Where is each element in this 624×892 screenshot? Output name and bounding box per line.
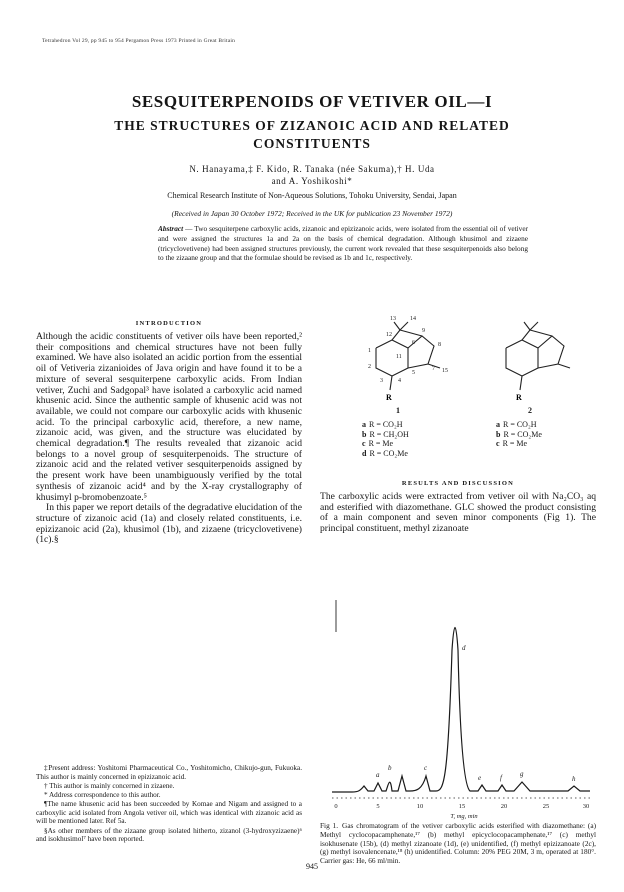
compound-variant (362, 420, 409, 430)
structure-2-skeleton (506, 322, 570, 390)
peak-label: g (520, 770, 524, 778)
compound-variant (496, 430, 542, 440)
atom-number: 1 (368, 348, 371, 354)
compound-2-variants (496, 420, 542, 449)
variant-key: a (362, 420, 366, 429)
atom-number: 9 (422, 328, 425, 334)
page-number: 945 (306, 862, 318, 871)
peak-labels (376, 644, 576, 783)
peak-label: c (424, 764, 428, 772)
peak-label: f (500, 774, 502, 782)
compound-1-variants (362, 420, 409, 458)
author-list-line-1: N. Hanayama,‡ F. Kido, R. Tanaka (née Sakuma),† H. Uda (189, 164, 435, 174)
atom-number: 5 (412, 370, 415, 376)
footnote: ¶The name khusenic acid has been succeeded by Komae and Nigam and assigned to a carboxylic acid isolated from Angola vetiver oil, which was identical with zizanoic acid as will be mentioned later. Ref 5a. (36, 800, 302, 826)
paper-title: SESQUITERPENOIDS OF VETIVER OIL—I (131, 92, 493, 111)
peak-label: a (376, 771, 380, 779)
variant-formula: R = CO₂Me (503, 429, 542, 439)
introduction-body (36, 332, 302, 546)
footnote: * Address correspondence to this author. (44, 790, 161, 799)
journal-citation-line: Tetrahedron Vol 29, pp 945 to 954 Pergamon Press 1973 Printed in Great Britain (42, 38, 236, 44)
variant-formula: R = CH₂OH (369, 429, 409, 439)
received-dates: (Received in Japan 30 October 1972; Received in the UK for publication 23 November 1972) (171, 209, 453, 218)
structure-diagrams (316, 312, 596, 470)
peak-label: e (478, 774, 482, 782)
compound-variant (362, 439, 409, 449)
footnote: † This author is mainly concerned in zizaene. (44, 781, 175, 790)
atom-number: 7 (432, 366, 435, 372)
atom-number: 8 (438, 342, 441, 348)
variant-key: b (362, 429, 367, 439)
variant-formula: R = CO₂Me (369, 448, 408, 458)
author-list-line-2: and A. Yoshikoshi* (271, 176, 353, 186)
paper-subtitle-line-1: THE STRUCTURES OF ZIZANOIC ACID AND RELATED (114, 118, 510, 133)
paper-subtitle-line-2: CONSTITUENTS (253, 136, 371, 151)
tick-label: 0 (334, 803, 338, 810)
gas-chromatogram-figure (318, 580, 602, 820)
structure-drawings (316, 312, 596, 412)
author-affiliation: Chemical Research Institute of Non-Aqueous Solutions, Tohoku University, Sendai, Japan (167, 191, 457, 200)
footnote: §As other members of the zizaane group isolated hitherto, zizanol (3-hydroxyzizaene)⁶ and isokhusimol⁷ have been reported. (36, 826, 302, 844)
variant-formula: R = Me (502, 439, 528, 449)
tick-label: 10 (416, 803, 424, 810)
abstract (158, 224, 528, 263)
tick-label: 25 (542, 803, 550, 810)
footnotes (36, 764, 302, 844)
compound-2-number: 2 (528, 406, 532, 415)
atom-number: 4 (398, 378, 401, 384)
abstract-label: Abstract (158, 224, 184, 233)
figure-caption-text: Gas chromatogram of the vetiver carboxylic acids esterified with diazomethane: (a) Methyl cyclocopacamphenate,¹⁷ (b) methyl epicyclocopacamphenate,¹⁷ (c) methyl isokhusenate (15b), (d) methyl zizanoate (1d), (e) unidentified, (f) methyl epizizanoate (2c), (g) methyl isovalencenate,¹⁸ (h) unidentified. Column: 20% PEG 20M, 3 m, operated at 180°. Carrier gas: He, 66 ml/min. (320, 821, 597, 866)
atom-number: 6 (412, 340, 415, 346)
introduction-paragraph: Although the acidic constituents of vetiver oils have been reported,² their compositions and chemical structures have not been fully examined. We have also isolated an acidic portion from the essential oil of Vetiveria zizanioides of Java origin and have found it to be a mixture of several sesquiterpene carboxylic acids. From Indian vetiver, Zuchi and Sadgopal³ have isolated a carboxylic acid named khusenic acid. Since the authentic sample of khusenic acid was not available, we could not compare our carboxylic acids with khusenic acid. To the principal carboxylic acid, therefore, a new name, zizanoic acid, was given, and the structure was elucidated by chemical degradation.¶ The results revealed that zizanoic acid belongs to a novel group of sesquiterpenoids. The structure of zizanoic acid and the related vetiver sesquiterpenoids assigned by the present work have been unambiguously verified by the total synthesis of zizanoic acid⁴ and by the X-ray crystallography of khusimyl p-bromobenzoate.⁵ (36, 331, 302, 503)
atom-number: 15 (442, 368, 448, 374)
tick-label: 20 (500, 803, 508, 810)
atom-number: 2 (368, 364, 371, 370)
atom-number: 14 (410, 316, 416, 322)
variant-formula: R = CO₂H (503, 420, 537, 429)
compound-variant (362, 430, 409, 440)
introduction-heading: INTRODUCTION (135, 320, 203, 327)
chromatogram-plot (318, 580, 602, 820)
figure-label: Fig 1. (320, 821, 339, 830)
structure-2-substituent: R (516, 393, 522, 402)
variant-key: b (496, 429, 501, 439)
atom-number: 12 (386, 332, 392, 338)
compound-1-number: 1 (396, 406, 400, 415)
peak-label: h (572, 775, 576, 783)
time-axis-ticks (334, 803, 589, 810)
introduction-paragraph: In this paper we report details of the degradative elucidation of the structure of zizanoic acid (1a) and closely related constituents, i.e. epizizanoic acid (2a), khusimol (1b), and zizaene (tricyclovetivene) (1c).§ (36, 502, 302, 546)
variant-key: d (362, 448, 367, 458)
abstract-text: — Two sesquiterpene carboxylic acids, zizanoic and epizizanoic acids, were isolated from the essential oil of vetiver and were assigned the structures 1a and 2a on the basis of chemical degradation. Although khusimol and zizaene (tricyclovetivene) had been assigned structures previously, the current work revealed that these sesquiterpenoids also belong to the zizaane group and that the formulae should be revised as 1b and 1c, respectively. (158, 224, 528, 263)
peak-label: d (462, 644, 466, 652)
peak-label: b (388, 764, 392, 772)
atom-number: 3 (380, 378, 383, 384)
variant-formula: R = CO₂H (369, 420, 403, 429)
variant-key: c (362, 439, 366, 449)
atom-number: 11 (396, 354, 402, 360)
compound-variant (362, 449, 409, 459)
tick-label: 30 (582, 803, 590, 810)
footnote: ‡Present address: Yoshitomi Pharmaceutical Co., Yoshitomicho, Chikujo-gun, Fukuoka. This author is mainly concerned in epizizanoic acid. (36, 764, 302, 781)
structure-1-substituent: R (386, 393, 392, 402)
results-heading: RESULTS AND DISCUSSION (401, 480, 515, 487)
chromatogram-trace (332, 628, 590, 793)
compound-variant (496, 420, 542, 430)
compound-variant (496, 439, 542, 449)
tick-label: 15 (458, 803, 466, 810)
variant-key: a (496, 420, 500, 429)
time-axis-label: T, mg, min (450, 813, 478, 820)
variant-key: c (496, 439, 500, 449)
results-body: The carboxylic acids were extracted from vetiver oil with Na₂CO₃ aq and esterified with diazomethane. GLC showed the product consisting of a main component and seven minor components (Fig 1). The principal constituent, methyl zizanoate (320, 491, 596, 535)
variant-formula: R = Me (368, 439, 394, 449)
atom-number: 13 (390, 316, 396, 322)
tick-label: 5 (376, 803, 380, 810)
figure-caption (320, 822, 596, 866)
